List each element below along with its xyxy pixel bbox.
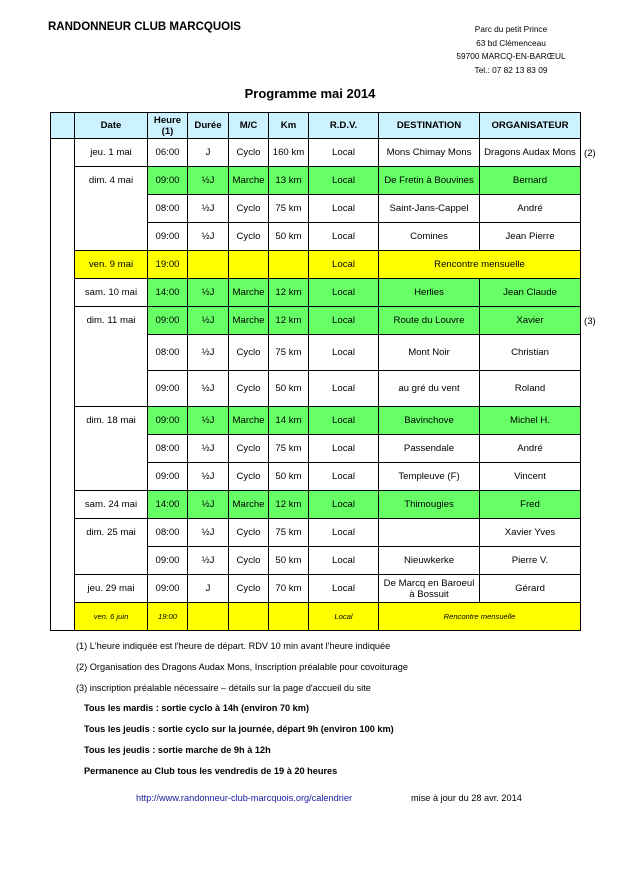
row-strip <box>51 139 75 167</box>
cell-date <box>75 463 148 491</box>
cell-km: 12 km <box>269 491 309 519</box>
cell-km: 50 km <box>269 547 309 575</box>
cell-organisateur: Gérard <box>480 575 581 603</box>
cell-rdv: Local <box>309 575 379 603</box>
cell-destination: au gré du vent <box>379 371 480 407</box>
col-header-destination: DESTINATION <box>379 113 480 139</box>
cell-duree: ½J <box>188 335 229 371</box>
row-strip <box>51 575 75 603</box>
header-strip <box>51 113 75 139</box>
col-header-duree: Durée <box>188 113 229 139</box>
cell-mc: Marche <box>229 407 269 435</box>
cell-mc <box>229 603 269 631</box>
cell-km: 75 km <box>269 195 309 223</box>
footnote-3: (3) inscription préalable nécessaire – détails sur la page d'accueil du site <box>76 683 371 693</box>
cell-rdv: Local <box>309 251 379 279</box>
cell-km: 75 km <box>269 519 309 547</box>
table-row <box>51 167 581 195</box>
cell-rdv: Local <box>309 463 379 491</box>
weekly-info: Permanence au Club tous les vendredis de 19 à 20 heures <box>84 766 338 776</box>
cell-heure: 09:00 <box>148 307 188 335</box>
weekly-info: Tous les jeudis : sortie marche de 9h à 12h <box>84 745 271 755</box>
update-date: mise à jour du 28 avr. 2014 <box>411 793 522 803</box>
table-row <box>51 491 581 519</box>
cell-duree: ½J <box>188 491 229 519</box>
table-row <box>51 435 581 463</box>
cell-mc: Marche <box>229 167 269 195</box>
table-row <box>51 547 581 575</box>
address-line: 59700 MARCQ-EN-BARŒUL <box>456 51 566 61</box>
cell-destination: De Marcq en Baroeul à Bossuit <box>379 575 480 603</box>
cell-km: 75 km <box>269 435 309 463</box>
cell-heure: 06:00 <box>148 139 188 167</box>
cell-mc: Cyclo <box>229 463 269 491</box>
cell-organisateur: Fred <box>480 491 581 519</box>
cell-date <box>75 547 148 575</box>
row-strip <box>51 407 75 435</box>
club-address <box>448 23 574 77</box>
cell-km: 50 km <box>269 463 309 491</box>
cell-heure: 19:00 <box>148 251 188 279</box>
row-strip <box>51 463 75 491</box>
cell-km: 70 km <box>269 575 309 603</box>
cell-duree: ½J <box>188 167 229 195</box>
cell-organisateur: Bernard <box>480 167 581 195</box>
row-strip <box>51 195 75 223</box>
col-header-rdv: R.D.V. <box>309 113 379 139</box>
col-header-date: Date <box>75 113 148 139</box>
cell-date <box>75 335 148 371</box>
cell-organisateur: André <box>480 195 581 223</box>
row-strip <box>51 519 75 547</box>
cell-km <box>269 251 309 279</box>
cell-duree: ½J <box>188 463 229 491</box>
cell-destination: Thimougies <box>379 491 480 519</box>
col-header-heure: Heure (1) <box>148 113 188 139</box>
cell-destination: Route du Louvre <box>379 307 480 335</box>
col-header-km: Km <box>269 113 309 139</box>
cell-mc <box>229 251 269 279</box>
cell-duree: ½J <box>188 407 229 435</box>
weekly-info: Tous les jeudis : sortie cyclo sur la journée, départ 9h (environ 100 km) <box>84 724 394 734</box>
row-strip <box>51 491 75 519</box>
table-row <box>51 223 581 251</box>
cell-km: 75 km <box>269 335 309 371</box>
cell-date: dim. 18 mai <box>75 407 148 435</box>
cell-date: sam. 24 mai <box>75 491 148 519</box>
cell-rdv: Local <box>309 603 379 631</box>
cell-date: dim. 11 mai <box>75 307 148 335</box>
cell-heure: 08:00 <box>148 195 188 223</box>
cell-organisateur: Christian <box>480 335 581 371</box>
cell-organisateur: Jean Pierre <box>480 223 581 251</box>
col-header-mc: M/C <box>229 113 269 139</box>
cell-rdv: Local <box>309 371 379 407</box>
table-row <box>51 307 581 335</box>
row-strip <box>51 167 75 195</box>
cell-rdv: Local <box>309 223 379 251</box>
cell-duree <box>188 251 229 279</box>
cell-mc: Marche <box>229 491 269 519</box>
cell-rdv: Local <box>309 195 379 223</box>
cell-heure: 08:00 <box>148 335 188 371</box>
cell-rdv: Local <box>309 167 379 195</box>
cell-organisateur: Vincent <box>480 463 581 491</box>
cell-destination: Saint-Jans-Cappel <box>379 195 480 223</box>
cell-date <box>75 371 148 407</box>
cell-date: dim. 4 mai <box>75 167 148 195</box>
row-strip <box>51 603 75 631</box>
cell-destination: Templeuve (F) <box>379 463 480 491</box>
club-name: RANDONNEUR CLUB MARCQUOIS <box>48 21 241 33</box>
cell-rdv: Local <box>309 139 379 167</box>
cell-mc: Cyclo <box>229 223 269 251</box>
address-line: Parc du petit Prince <box>474 24 548 34</box>
cell-heure: 09:00 <box>148 547 188 575</box>
cell-heure: 14:00 <box>148 279 188 307</box>
cell-organisateur: Jean Claude <box>480 279 581 307</box>
cell-km: 50 km <box>269 223 309 251</box>
cell-rdv: Local <box>309 307 379 335</box>
programme-table <box>50 112 581 631</box>
cell-km: 50 km <box>269 371 309 407</box>
cell-duree: J <box>188 139 229 167</box>
table-row <box>51 575 581 603</box>
cell-rdv: Local <box>309 519 379 547</box>
cell-organisateur: Dragons Audax Mons <box>480 139 581 167</box>
cell-duree: ½J <box>188 547 229 575</box>
cell-duree <box>188 603 229 631</box>
table-row <box>51 463 581 491</box>
cell-heure: 08:00 <box>148 519 188 547</box>
table-row <box>51 519 581 547</box>
col-header-organisateur: ORGANISATEUR <box>480 113 581 139</box>
cell-date <box>75 223 148 251</box>
cell-km: 14 km <box>269 407 309 435</box>
cell-date <box>75 435 148 463</box>
cell-heure: 09:00 <box>148 167 188 195</box>
page-title: Programme mai 2014 <box>244 86 376 101</box>
cell-mc: Cyclo <box>229 371 269 407</box>
side-note-3: (3) <box>584 316 596 327</box>
address-line: 63 bd Clémenceau <box>476 37 546 48</box>
table-row <box>51 603 581 631</box>
cell-rdv: Local <box>309 435 379 463</box>
cell-duree: ½J <box>188 223 229 251</box>
cell-heure: 14:00 <box>148 491 188 519</box>
cell-organisateur: Xavier <box>480 307 581 335</box>
cell-date: ven. 9 mai <box>75 251 148 279</box>
cell-duree: ½J <box>188 279 229 307</box>
cell-heure: 09:00 <box>148 463 188 491</box>
cell-heure: 09:00 <box>148 407 188 435</box>
cell-destination: Bavinchove <box>379 407 480 435</box>
cell-mc: Cyclo <box>229 575 269 603</box>
cell-heure: 09:00 <box>148 575 188 603</box>
cell-duree: J <box>188 575 229 603</box>
cell-duree: ½J <box>188 307 229 335</box>
cell-km <box>269 603 309 631</box>
cell-destination: De Fretin à Bouvines <box>379 167 480 195</box>
side-note-2: (2) <box>584 148 596 159</box>
calendar-link[interactable]: http://www.randonneur-club-marcquois.org/calendrier <box>136 793 353 803</box>
cell-destination: Nieuwkerke <box>379 547 480 575</box>
row-strip <box>51 279 75 307</box>
table-row <box>51 195 581 223</box>
row-strip <box>51 371 75 407</box>
footnote-1: (1) L'heure indiquée est l'heure de départ. RDV 10 min avant l'heure indiquée <box>76 641 391 651</box>
cell-rdv: Local <box>309 547 379 575</box>
cell-event: Rencontre mensuelle <box>379 251 581 279</box>
cell-mc: Cyclo <box>229 435 269 463</box>
cell-destination: Comines <box>379 223 480 251</box>
row-strip <box>51 223 75 251</box>
cell-km: 12 km <box>269 307 309 335</box>
table-row <box>51 407 581 435</box>
cell-duree: ½J <box>188 435 229 463</box>
cell-rdv: Local <box>309 279 379 307</box>
table-row <box>51 335 581 371</box>
cell-km: 12 km <box>269 279 309 307</box>
cell-date: jeu. 1 mai <box>75 139 148 167</box>
cell-destination: Mont Noir <box>379 335 480 371</box>
cell-organisateur: André <box>480 435 581 463</box>
cell-organisateur: Pierre V. <box>480 547 581 575</box>
cell-organisateur: Roland <box>480 371 581 407</box>
cell-organisateur: Michel H. <box>480 407 581 435</box>
cell-km: 160 km <box>269 139 309 167</box>
cell-heure: 09:00 <box>148 371 188 407</box>
cell-duree: ½J <box>188 519 229 547</box>
table-header-row <box>51 113 581 139</box>
cell-heure: 09:00 <box>148 223 188 251</box>
cell-heure: 08:00 <box>148 435 188 463</box>
cell-mc: Cyclo <box>229 335 269 371</box>
cell-mc: Cyclo <box>229 195 269 223</box>
row-strip <box>51 435 75 463</box>
cell-event: Rencontre mensuelle <box>379 603 581 631</box>
cell-date: ven. 6 juin <box>75 603 148 631</box>
cell-destination: Herlies <box>379 279 480 307</box>
weekly-info: Tous les mardis : sortie cyclo à 14h (environ 70 km) <box>84 703 310 713</box>
cell-duree: ½J <box>188 195 229 223</box>
table-row <box>51 371 581 407</box>
row-strip <box>51 251 75 279</box>
cell-destination: Passendale <box>379 435 480 463</box>
cell-organisateur: Xavier Yves <box>480 519 581 547</box>
cell-date <box>75 195 148 223</box>
cell-mc: Marche <box>229 307 269 335</box>
row-strip <box>51 335 75 371</box>
cell-destination <box>379 519 480 547</box>
address-line: Tel.: 07 82 13 83 09 <box>474 64 548 75</box>
cell-rdv: Local <box>309 491 379 519</box>
cell-destination: Mons Chimay Mons <box>379 139 480 167</box>
cell-date: sam. 10 mai <box>75 279 148 307</box>
footnote-2: (2) Organisation des Dragons Audax Mons, Inscription préalable pour covoiturage <box>76 662 408 672</box>
cell-rdv: Local <box>309 407 379 435</box>
cell-duree: ½J <box>188 371 229 407</box>
cell-mc: Cyclo <box>229 547 269 575</box>
row-strip <box>51 307 75 335</box>
table-row <box>51 279 581 307</box>
cell-date: jeu. 29 mai <box>75 575 148 603</box>
cell-mc: Cyclo <box>229 519 269 547</box>
cell-rdv: Local <box>309 335 379 371</box>
cell-mc: Marche <box>229 279 269 307</box>
row-strip <box>51 547 75 575</box>
cell-km: 13 km <box>269 167 309 195</box>
table-row <box>51 139 581 167</box>
cell-date: dim. 25 mai <box>75 519 148 547</box>
table-row <box>51 251 581 279</box>
cell-heure: 19:00 <box>148 603 188 631</box>
cell-mc: Cyclo <box>229 139 269 167</box>
